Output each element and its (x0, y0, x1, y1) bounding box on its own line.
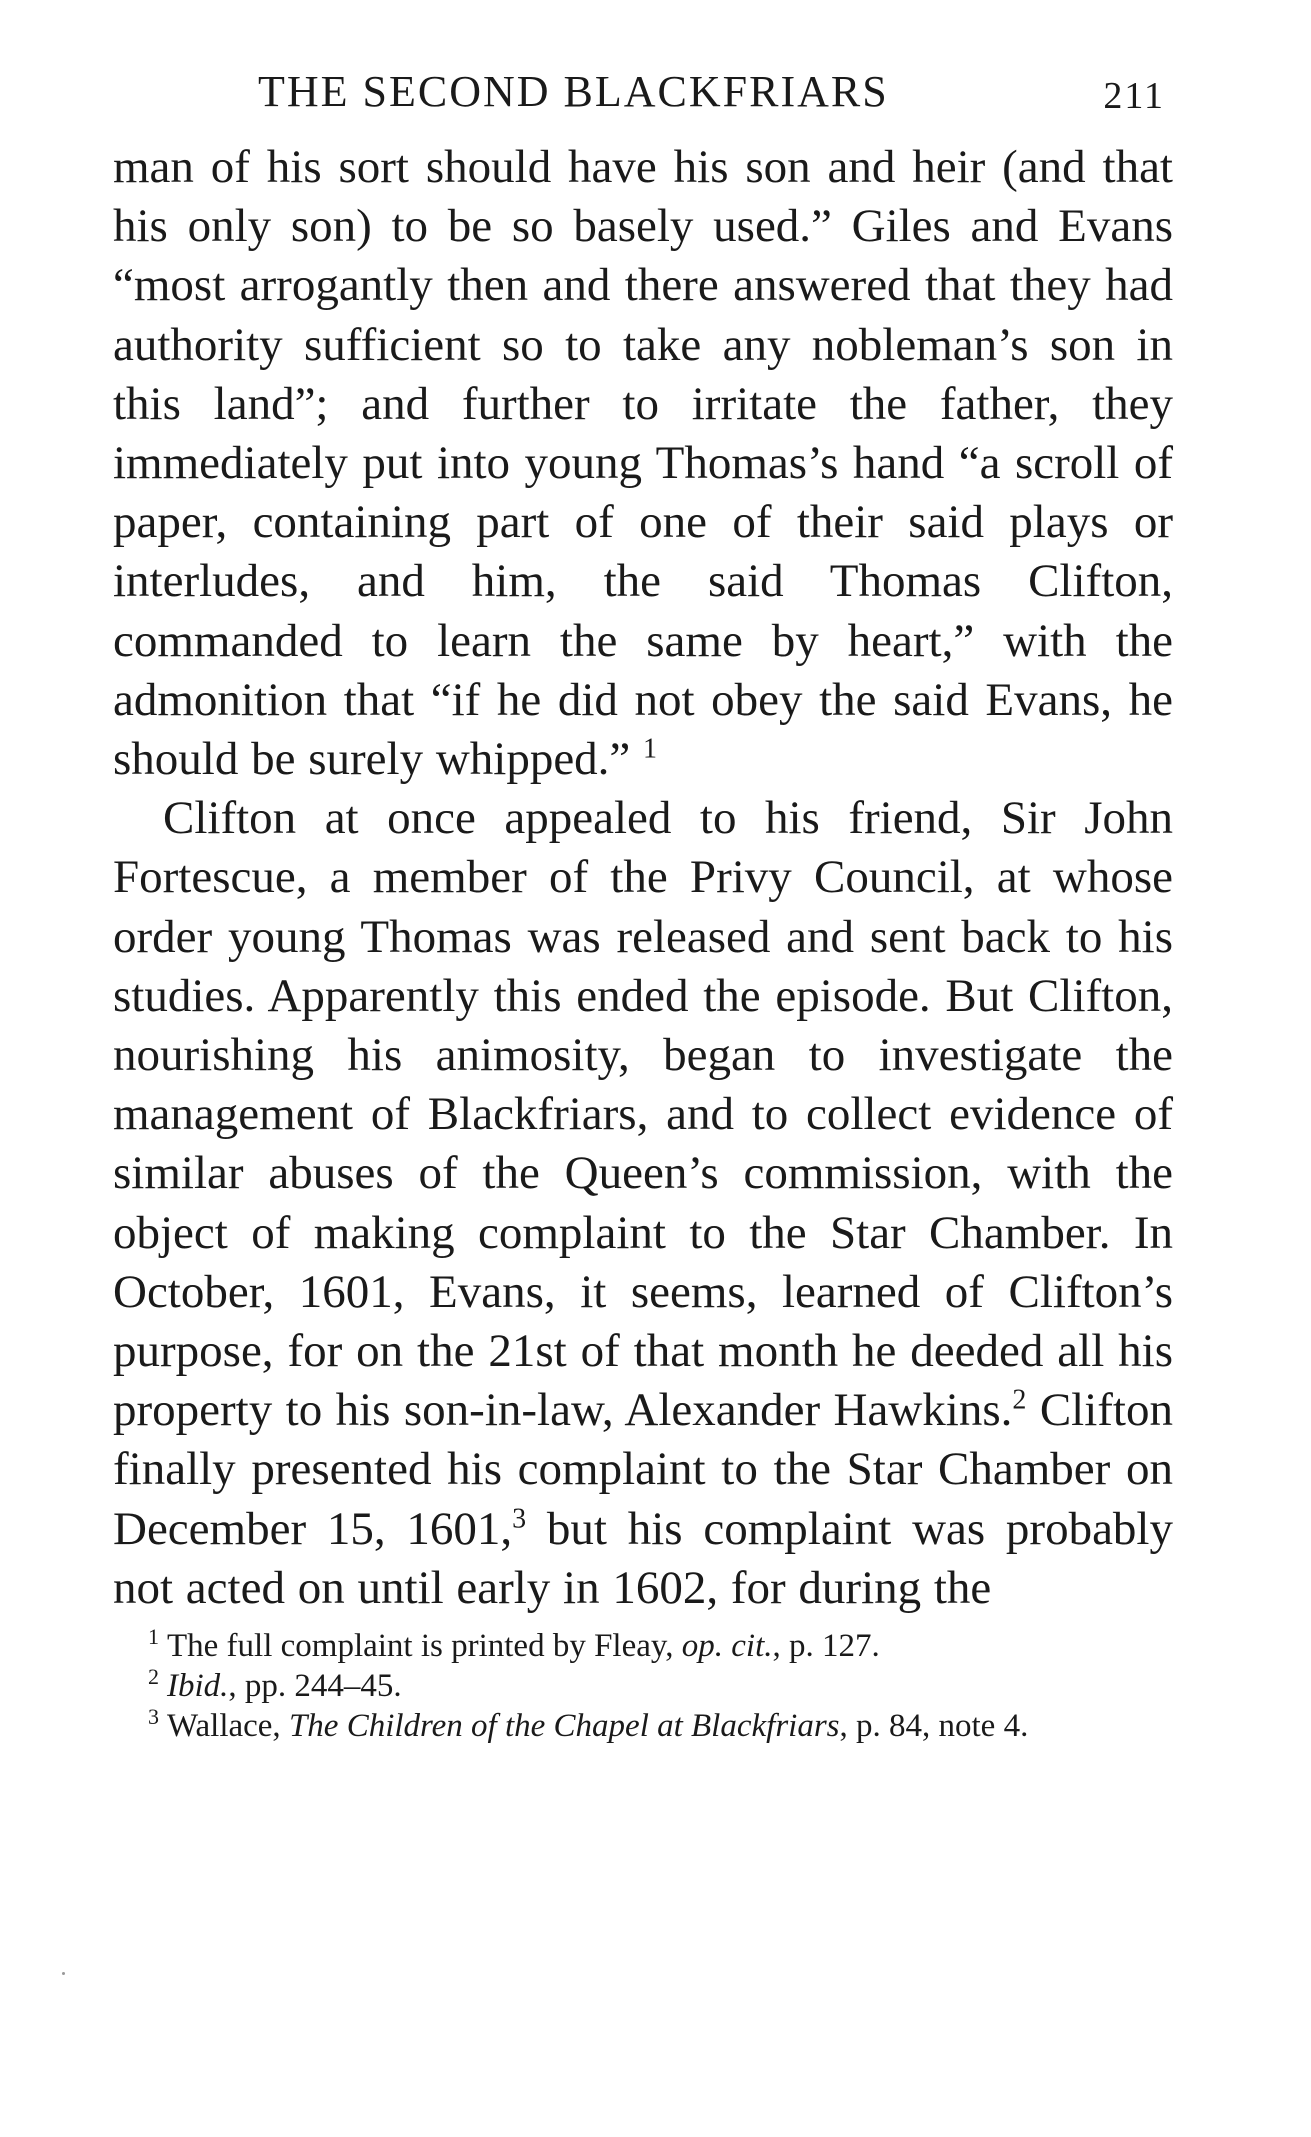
paragraph-1 (113, 138, 1173, 789)
paragraph-2-text-b: Clifton finally presented his complaint to the Star Chamber on December 15, 1601, (113, 1384, 1173, 1555)
footnote-2-marker: 2 (148, 1664, 159, 1690)
page-header (113, 62, 1173, 122)
paragraph-2-text-a: Clifton at once appealed to his friend, Sir John Fortescue, a member of the Privy Council, at whose order young Thomas was released and sent back to his studies. Apparently this ended the episode. But Clifton, nourishing his animosity, began to investigate the management of Blackfriars, and to collect evidence of similar abuses of the Queen’s commission, with the object of making complaint to the Star Chamber. In October, 1601, Evans, it seems, learned of Clifton’s purpose, for on the 21st of that month he deeded all his property to his son-in-law, Alexander Hawkins. (113, 792, 1173, 1437)
page-number: 211 (1103, 75, 1165, 117)
book-page (113, 62, 1173, 1746)
footnote-1 (113, 1626, 1173, 1666)
paragraph-1-text: man of his sort should have his son and heir (and that his only son) to be so basely used.” Giles and Evans “most arrogantly then and there answered that they had authority sufficient so to take any nobleman’s son in this land”; and further to irritate the father, they immediately put into young Thomas’s hand “a scroll of paper, containing part of one of their said plays or interludes, and him, the said Thomas Clifton, commanded to learn the same by heart,” with the admonition that “if he did not obey the said Evans, he should be surely whipped.” (113, 141, 1173, 786)
running-title: THE SECOND BLACKFRIARS (258, 67, 889, 116)
footnote-2 (113, 1666, 1173, 1706)
footnote-3 (113, 1706, 1173, 1746)
footnote-1-italic: op. cit. (681, 1628, 773, 1665)
paragraph-2 (113, 789, 1173, 1618)
footnote-2-italic: Ibid. (167, 1668, 229, 1705)
paragraph-2-text-c: but his complaint was probably not acted on until early in 1602, for during the (113, 1502, 1173, 1614)
footnotes (113, 1626, 1173, 1746)
footnote-ref-1: 1 (643, 733, 658, 765)
footnote-3-marker: 3 (148, 1704, 159, 1730)
footnote-3-text-end: , p. 84, note 4. (839, 1708, 1029, 1745)
footnote-1-text-end: , p. 127. (772, 1628, 880, 1665)
footnote-1-marker: 1 (148, 1624, 159, 1650)
footnote-1-text: The full complaint is printed by Fleay, (167, 1628, 682, 1665)
footnote-3-italic: The Children of the Chapel at Blackfriars (288, 1708, 840, 1745)
body-text (113, 138, 1173, 1618)
footnote-ref-3: 3 (512, 1503, 527, 1535)
footnote-ref-2: 2 (1012, 1384, 1027, 1416)
scan-speck (62, 1972, 65, 1975)
footnote-2-text: , pp. 244–45. (228, 1668, 402, 1705)
footnote-3-text: Wallace, (167, 1708, 289, 1745)
